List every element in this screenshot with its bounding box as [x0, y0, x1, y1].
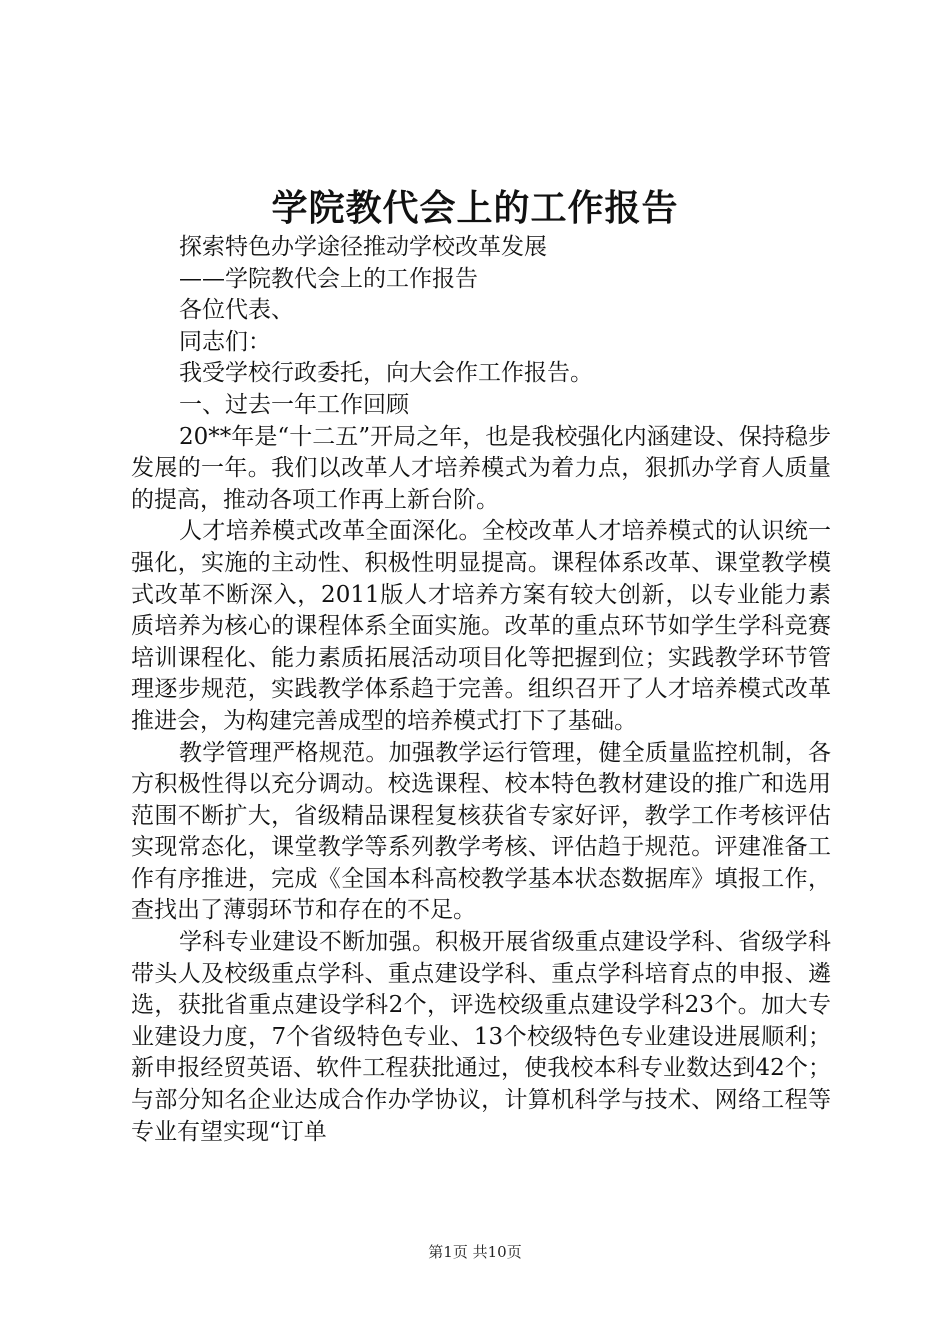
intro-paragraph: 我受学校行政委托，向大会作工作报告。: [179, 360, 593, 387]
document-body: [131, 232, 831, 1148]
body-paragraph: 学科专业建设不断加强。积极开展省级重点建设学科、省级学科带头人及校级重点学科、重点建设学科、重点学科培育点的申报、遴选，获批省重点建设学科2个，评选校级重点建设学科23个。加大专业建设力度，7个省级特色专业、13个校级特色专业建设进展顺利；新申报经贸英语、软件工程获批通过，使我校本科专业数达到42个；与部分知名企业达成合作办学协议，计算机科学与技术、网络工程等专业有望实现“订单: [131, 929, 831, 1145]
body-paragraph: 20**年是“十二五”开局之年，也是我校强化内涵建设、保持稳步发展的一年。我们以改革人才培养模式为着力点，狠抓办学育人质量的提高，推动各项工作再上新台阶。: [131, 423, 831, 513]
salutation-comrades: 同志们：: [179, 328, 271, 355]
salutation-representatives: 各位代表、: [179, 297, 294, 324]
body-paragraph: 教学管理严格规范。加强教学运行管理，健全质量监控机制，各方积极性得以充分调动。校选课程、校本特色教材建设的推广和选用范围不断扩大，省级精品课程复核获省专家好评，教学工作考核评估实现常态化，课堂教学等系列教学考核、评估趋于规范。评建准备工作有序推进，完成《全国本科高校教学基本状态数据库》填报工作，查找出了薄弱环节和存在的不足。: [131, 739, 831, 924]
subtitle-line: 探索特色办学途径推动学校改革发展: [179, 234, 547, 260]
page-number-footer: 第1页 共10页: [428, 1243, 522, 1261]
subtitle-report-line: ——学院教代会上的工作报告: [179, 265, 478, 292]
document-title: 学院教代会上的工作报告: [271, 187, 679, 229]
section-heading: 一、过去一年工作回顾: [179, 391, 409, 418]
body-paragraph: 人才培养模式改革全面深化。全校改革人才培养模式的认识统一强化，实施的主动性、积极性明显提高。课程体系改革、课堂教学模式改革不断深入，2011版人才培养方案有较大创新，以专业能力素质培养为核心的课程体系全面实施。改革的重点环节如学生学科竞赛培训课程化、能力素质拓展活动项目化等把握到位；实践教学环节管理逐步规范，实践教学体系趋于完善。组织召开了人才培养模式改革推进会，为构建完善成型的培养模式打下了基础。: [131, 518, 831, 734]
